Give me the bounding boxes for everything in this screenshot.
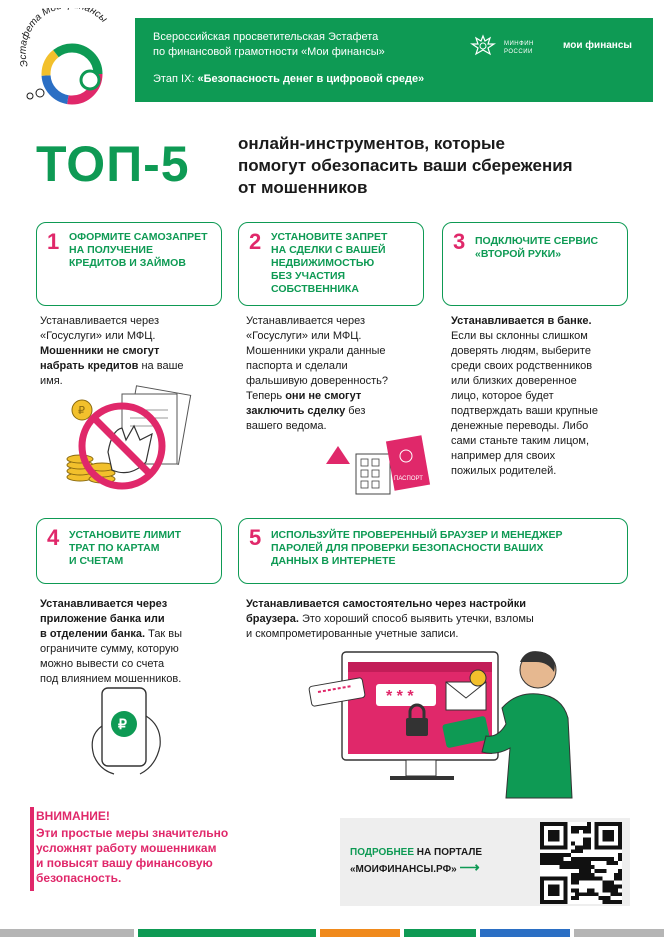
relay-logo	[10, 8, 130, 108]
passport-text: ПАСПОРТ	[394, 476, 423, 482]
tool-desc-4: Устанавливается через приложение банка или в отделении банка. Так вы ограничите сумму, которую можно вывести со счета под влиянием мошенников.	[40, 598, 183, 685]
card-number: 3	[453, 229, 466, 254]
card-number: 2	[249, 229, 262, 254]
illustration-phone	[80, 686, 180, 776]
logo-text: Эстафета Мо ансы	[17, 8, 110, 69]
tool-desc-1: Устанавливается через «Госуслуги» или МФЦ. Мошенники не смогут набрать кредитов на ваше имя.	[40, 315, 184, 387]
header-line1: Всероссийская просветительская Эстафета	[153, 31, 379, 43]
footer-bar-gray	[0, 929, 134, 937]
notice-text: Эти простые меры значительно усложнят работу мошенникам и повысят вашу финансовую безопасность.	[36, 826, 229, 885]
portal-site[interactable]: «МОИФИНАНСЫ.РФ»	[350, 864, 457, 875]
illustration-no-credit	[60, 382, 210, 492]
ruble-coin-text: ₽	[78, 405, 85, 417]
minfin-line1: МИНФИН	[504, 41, 534, 47]
tool-card-5	[238, 518, 628, 584]
headline-line1: онлайн-инструментов, которые	[238, 134, 505, 153]
arrow-right-icon: ⟶	[459, 859, 480, 875]
footer-bar-green-2	[404, 929, 476, 937]
card-title: ПОДКЛЮЧИТЕ СЕРВИС «ВТОРОЙ РУКИ»	[475, 235, 599, 260]
card-number: 1	[47, 229, 60, 254]
card-title: УСТАНОВИТЕ ЗАПРЕТ НА СДЕЛКИ С ВАШЕЙ НЕДВИЖИМОСТЬЮ БЕЗ УЧАСТИЯ СОБСТВЕННИКА	[271, 231, 388, 295]
illustration-browser	[306, 648, 576, 800]
tool-desc-2: Устанавливается через «Госуслуги» или МФЦ. Мошенники украли данные паспорта и сделали фальшивую доверенность? Теперь они не смогут заключить сделку без вашего ведома.	[246, 315, 388, 432]
ruble-icon-text: ₽	[118, 716, 127, 732]
qr-code[interactable]	[540, 822, 622, 904]
eagle-icon	[468, 32, 498, 62]
password-mask: * * *	[386, 688, 414, 705]
portal-block	[340, 818, 630, 906]
card-title: УСТАНОВИТЕ ЛИМИТ ТРАТ ПО КАРТАМ И СЧЕТАМ	[69, 529, 182, 567]
minfin-logo	[468, 32, 558, 62]
headline-line3: от мошенников	[238, 178, 368, 197]
notice-heading: ВНИМАНИЕ!	[36, 809, 110, 823]
stage-title: «Безопасность денег в цифровой среде»	[197, 73, 425, 85]
portal-pre: ПОДРОБНЕЕ	[350, 847, 415, 858]
footer-bar-gray-2	[574, 929, 664, 937]
top5-headline: ТОП-5	[36, 136, 190, 192]
card-number: 5	[249, 525, 262, 550]
card-number: 4	[47, 525, 60, 550]
footer-bar-orange	[320, 929, 400, 937]
tool-card-2	[238, 222, 424, 306]
tool-card-1	[36, 222, 222, 306]
headline-title	[238, 133, 578, 199]
footer-bar-green	[138, 929, 316, 937]
tool-card-4	[36, 518, 222, 584]
illustration-property	[320, 428, 440, 498]
stage-label	[153, 73, 424, 85]
header-banner	[135, 18, 653, 102]
tool-desc-5: Устанавливается самостоятельно через настройки браузера. Это хороший способ выявить утечки, взломы и скомпрометированные учетные записи.	[246, 598, 534, 640]
footer-bar-blue	[480, 929, 570, 937]
header-line2: по финансовой грамотности «Мои финансы»	[153, 46, 385, 58]
card-title: ИСПОЛЬЗУЙТЕ ПРОВЕРЕННЫЙ БРАУЗЕР И МЕНЕДЖЕР ПАРОЛЕЙ ДЛЯ ПРОВЕРКИ БЕЗОПАСНОСТИ ВАШИХ ДАННЫХ В ИНТЕРНЕТЕ	[271, 529, 563, 567]
tool-card-3	[442, 222, 628, 306]
notice-accent-bar	[30, 807, 34, 891]
card-title: ОФОРМИТЕ САМОЗАПРЕТ НА ПОЛУЧЕНИЕ КРЕДИТОВ И ЗАЙМОВ	[69, 231, 208, 269]
portal-post: НА ПОРТАЛЕ	[414, 847, 483, 858]
headline-line2: помогут обезопасить ваши сбережения	[238, 156, 573, 175]
moi-finansy-logo: мои финансы	[563, 40, 632, 51]
stage-prefix: Этап IX:	[153, 73, 198, 85]
tool-desc-3: Устанавливается в банке. Если вы склонны слишком доверять людям, выберите среди своих родственников или близких доверенное лицо, которое будет подтверждать ваши крупные денежные переводы. Либо сами станьте таким лицом, например для своих пожилых родителей.	[451, 315, 598, 477]
minfin-line2: РОССИИ	[504, 49, 533, 55]
